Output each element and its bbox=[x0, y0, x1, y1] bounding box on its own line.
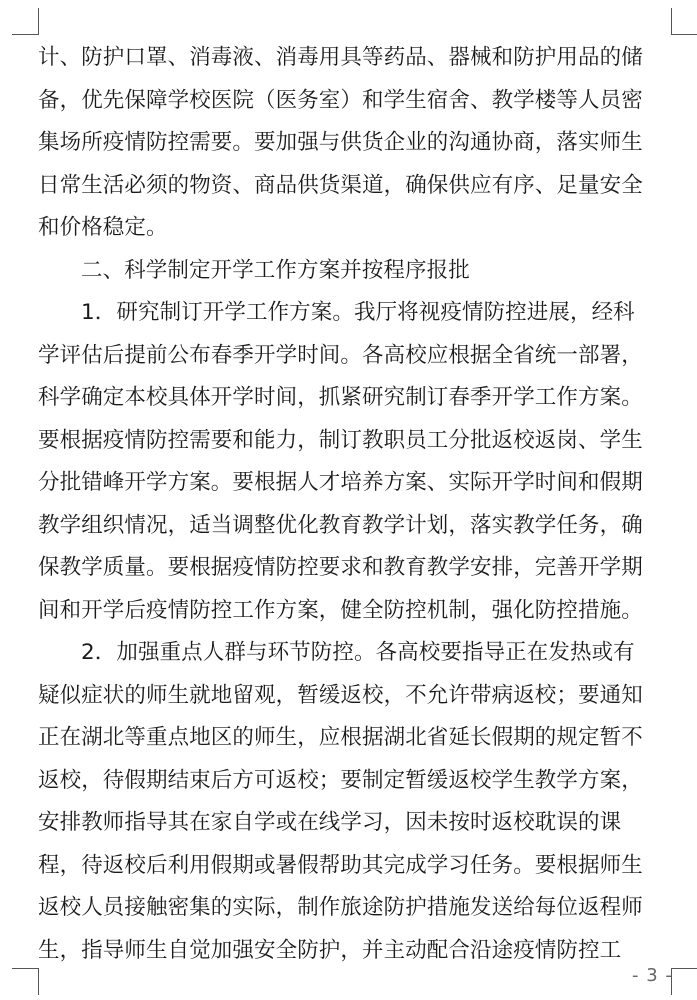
page-number: - 3 - bbox=[632, 965, 673, 986]
body-line: 日常生活必须的物资、商品供货渠道，确保供应有序、足量安全 bbox=[38, 172, 643, 198]
body-line: 备，优先保障学校医院（医务室）和学生宿舍、教学楼等人员密 bbox=[38, 87, 643, 113]
body-line: 学评估后提前公布春季开学时间。各高校应根据全省统一部署， bbox=[38, 342, 643, 368]
body-line: 生，指导师生自觉加强安全防护，并主动配合沿途疫情防控工 bbox=[38, 937, 622, 963]
crop-mark-bottom-right bbox=[671, 968, 697, 995]
body-line: 计、防护口罩、消毒液、消毒用具等药品、器械和防护用品的储 bbox=[38, 45, 643, 70]
body-line: 和价格稳定。 bbox=[38, 215, 168, 240]
body-line: 间和开学后疫情防控工作方案，健全防控机制，强化防控措施。 bbox=[38, 597, 643, 623]
body-line: 分批错峰开学方案。要根据人才培养方案、实际开学时间和假期 bbox=[38, 470, 643, 495]
section-heading: 二、科学制定开学工作方案并按程序报批 bbox=[81, 257, 470, 283]
document-body bbox=[38, 37, 682, 972]
body-line: 疑似症状的师生就地留观，暂缓返校，不允许带病返校；要通知 bbox=[38, 682, 643, 708]
body-line: 科学确定本校具体开学时间，抓紧研究制订春季开学工作方案。 bbox=[38, 385, 643, 410]
body-line: 正在湖北等重点地区的师生，应根据湖北省延长假期的规定暂不 bbox=[38, 725, 643, 750]
subsection-first-line: 1．研究制订开学工作方案。我厅将视疫情防控进展，经科 bbox=[81, 300, 635, 325]
crop-mark-top-left bbox=[12, 8, 39, 35]
body-line: 返校，待假期结束后方可返校；要制定暂缓返校学生教学方案， bbox=[38, 767, 643, 793]
subsection-first-line: 2．加强重点人群与环节防控。各高校要指导正在发热或有 bbox=[81, 640, 635, 665]
crop-mark-bottom-left bbox=[12, 968, 39, 995]
body-line: 返校人员接触密集的实际，制作旅途防护措施发送给每位返程师 bbox=[38, 895, 643, 920]
body-line: 集场所疫情防控需要。要加强与供货企业的沟通协商，落实师生 bbox=[38, 130, 643, 155]
body-line: 教学组织情况，适当调整优化教育教学计划，落实教学任务，确 bbox=[38, 512, 643, 538]
body-line: 要根据疫情防控需要和能力，制订教职员工分批返校返岗、学生 bbox=[38, 427, 643, 453]
body-line: 程，待返校后利用假期或暑假帮助其完成学习任务。要根据师生 bbox=[38, 852, 643, 878]
crop-mark-top-right bbox=[671, 8, 697, 35]
body-line: 保教学质量。要根据疫情防控要求和教育教学安排，完善开学期 bbox=[38, 555, 643, 580]
body-line: 安排教师指导其在家自学或在线学习，因未按时返校耽误的课 bbox=[38, 810, 622, 835]
